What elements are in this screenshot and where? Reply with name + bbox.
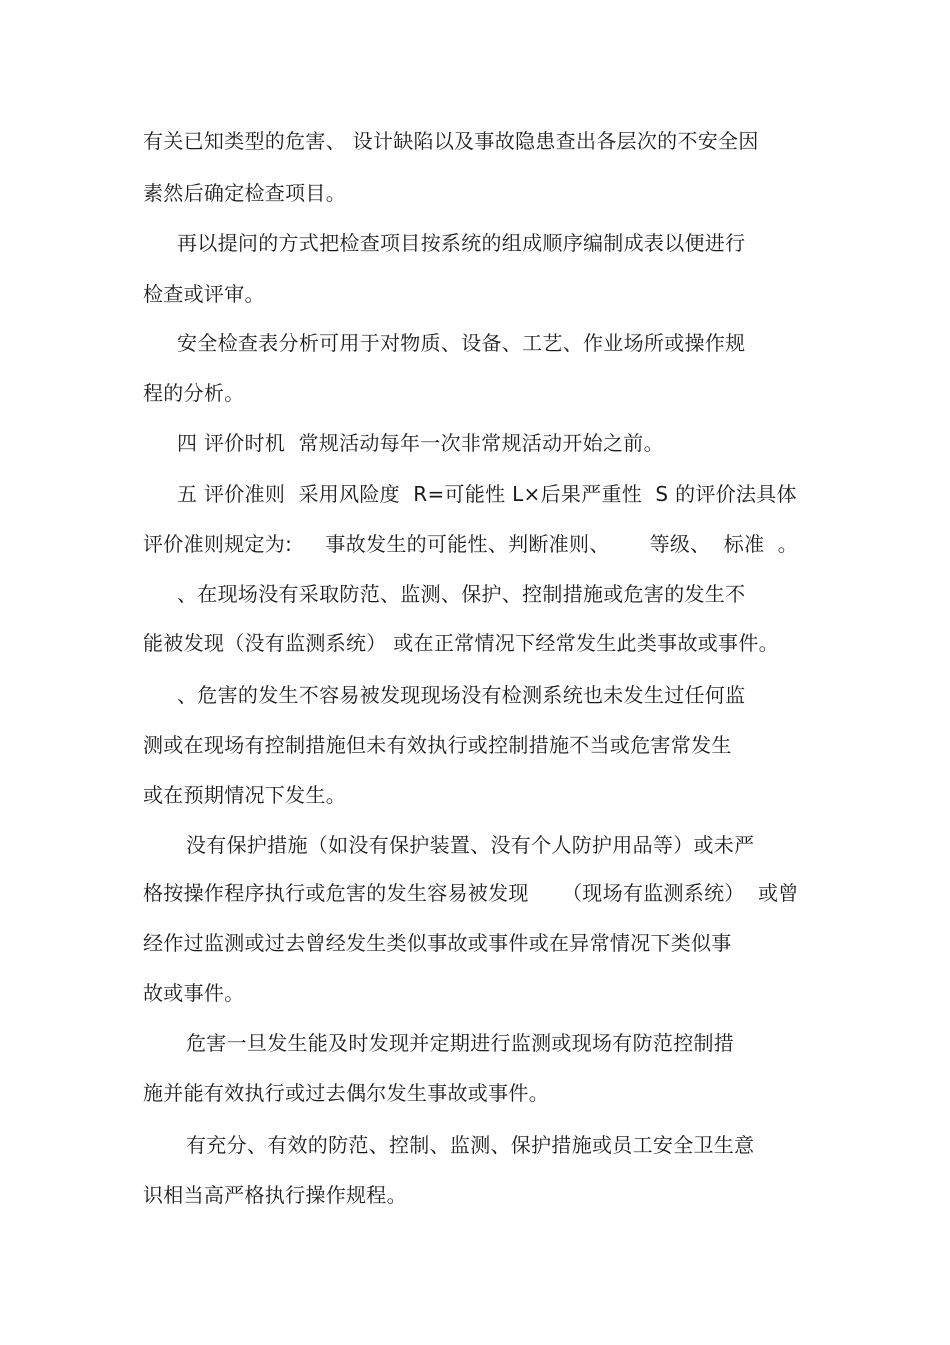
text-line: 评价准则规定为: 事故发生的可能性、判断准则、 等级、 标准 。: [143, 532, 798, 556]
text-line: 、在现场没有采取防范、监测、保护、控制措施或危害的发生不: [177, 582, 746, 606]
section-heading-criteria: 五 评价准则 采用风险度 R=可能性 L×后果严重性 S 的评价法具体: [177, 482, 797, 506]
section-heading-timing: 四 评价时机 常规活动每年一次非常规活动开始之前。: [177, 431, 664, 455]
text-line: 或在预期情况下发生。: [143, 783, 346, 807]
text-line: 有关已知类型的危害、 设计缺陷以及事故隐患查出各层次的不安全因: [143, 129, 759, 153]
text-line: 、危害的发生不容易被发现现场没有检测系统也未发生过任何监: [177, 683, 746, 707]
text-line: 检查或评审。: [143, 282, 265, 306]
text-line: 有充分、有效的防范、控制、监测、保护措施或员工安全卫生意: [186, 1133, 755, 1157]
text-line: 素然后确定检查项目。: [143, 181, 346, 205]
text-line: 能被发现（没有监测系统） 或在正常情况下经常发生此类事故或事件。: [143, 631, 779, 655]
text-line: 程的分析。: [143, 381, 245, 405]
text-line: 经作过监测或过去曾经发生类似事故或事件或在异常情况下类似事: [143, 931, 732, 955]
text-line: 故或事件。: [143, 981, 245, 1005]
text-line: 格按操作程序执行或危害的发生容易被发现 （现场有监测系统） 或曾: [143, 881, 799, 905]
text-line: 再以提问的方式把检查项目按系统的组成顺序编制成表以便进行: [177, 231, 746, 255]
text-line: 安全检查表分析可用于对物质、设备、工艺、作业场所或操作规: [177, 331, 746, 355]
text-line: 施并能有效执行或过去偶尔发生事故或事件。: [143, 1081, 549, 1105]
text-line: 识相当高严格执行操作规程。: [143, 1183, 407, 1207]
text-line: 没有保护措施（如没有保护装置、没有个人防护用品等）或未严: [186, 833, 755, 857]
text-line: 危害一旦发生能及时发现并定期进行监测或现场有防范控制措: [186, 1031, 735, 1055]
text-line: 测或在现场有控制措施但未有效执行或控制措施不当或危害常发生: [143, 733, 732, 757]
